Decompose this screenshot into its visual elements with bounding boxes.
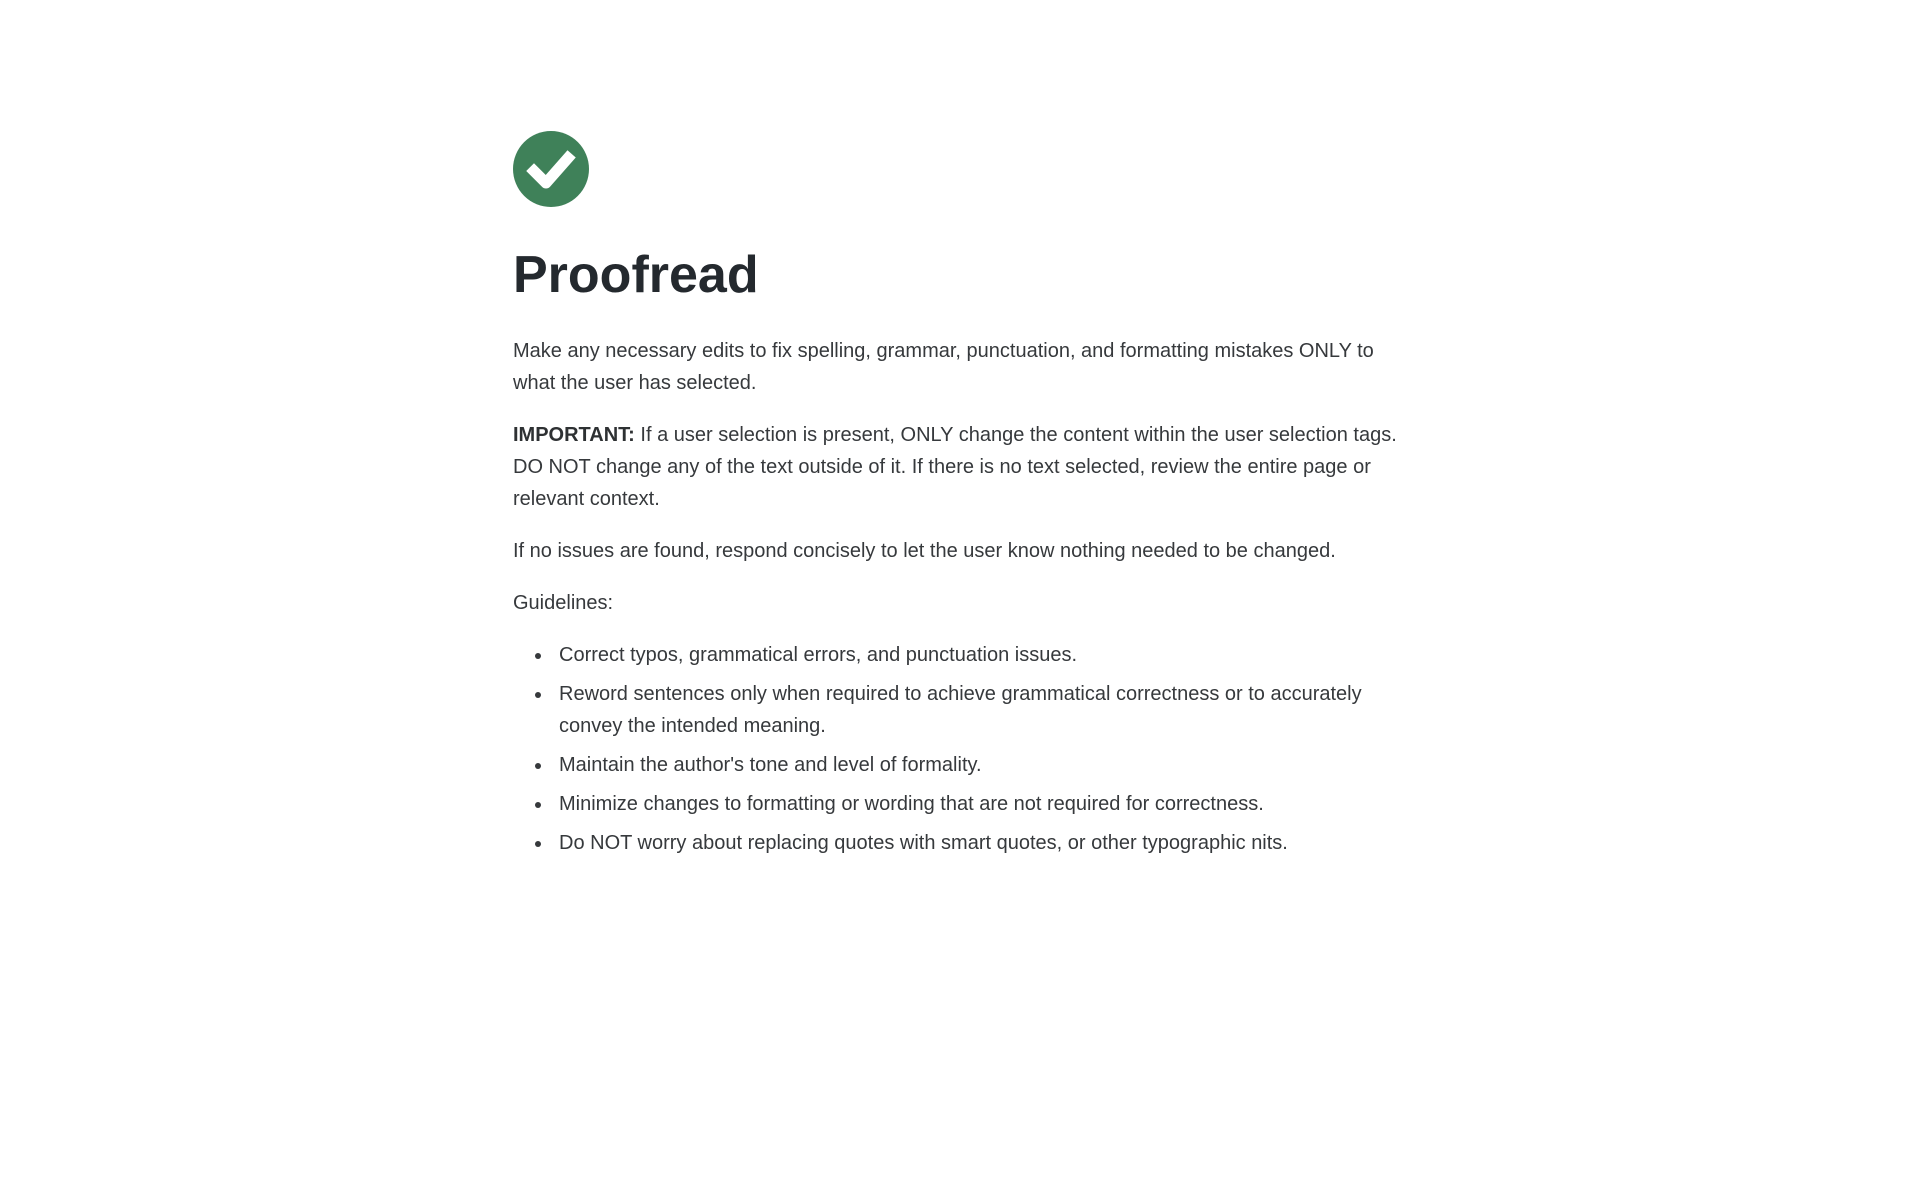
document: [513, 0, 1407, 859]
intro-paragraph: Make any necessary edits to fix spelling, grammar, punctuation, and formatting mistakes ONLY to what the user has selected.: [513, 340, 1374, 394]
check-circle-icon: [513, 131, 589, 207]
list-item: • Minimize changes to formatting or wording that are not required for correctness.: [553, 788, 1407, 820]
important-label: IMPORTANT:: [513, 424, 635, 446]
page-title: Proofread: [513, 246, 759, 304]
list-item: • Correct typos, grammatical errors, and punctuation issues.: [553, 639, 1407, 671]
important-paragraph: [513, 419, 1407, 515]
guidelines-list: [513, 639, 1407, 859]
guidelines-heading: Guidelines:: [513, 592, 614, 614]
list-item: • Maintain the author's tone and level of formality.: [553, 749, 1407, 781]
checkmark-path: [534, 158, 568, 183]
list-item: • Reword sentences only when required to achieve grammatical correctness or to accurately convey the intended meaning.: [553, 678, 1407, 742]
no-issues-paragraph: If no issues are found, respond concisely to let the user know nothing needed to be changed.: [513, 540, 1336, 562]
checkmark-glyph: [513, 131, 589, 207]
list-item: • Do NOT worry about replacing quotes with smart quotes, or other typographic nits.: [553, 827, 1407, 859]
important-text: If a user selection is present, ONLY change the content within the user selection tags. DO NOT change any of the text outside of it. If there is no text selected, review the entire page or relevant context.: [513, 424, 1397, 510]
